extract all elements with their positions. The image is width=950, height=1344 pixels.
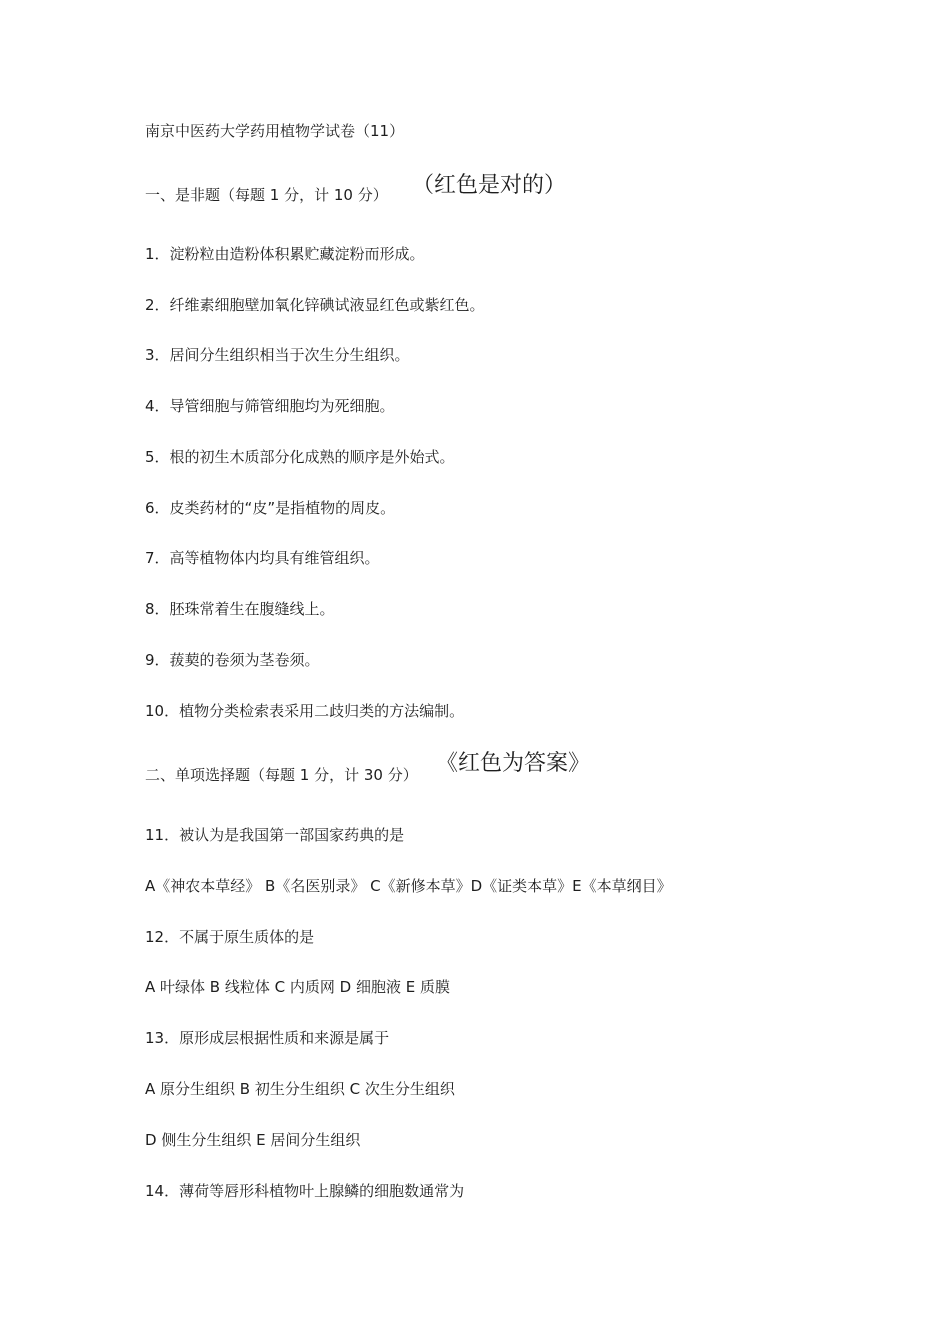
section-1-note: （红色是对的）: [412, 173, 567, 198]
section-2-heading: 二、单项选择题（每题 1 分，计 30 分）: [145, 766, 418, 784]
question-14: 14．薄荷等唇形科植物叶上腺鳞的细胞数通常为: [145, 1182, 465, 1200]
question-13-options-a: A 原分生组织 B 初生分生组织 C 次生分生组织: [145, 1080, 455, 1098]
question-7: 7．高等植物体内均具有维管组织。: [145, 549, 380, 567]
document-title: 南京中医药大学药用植物学试卷（11）: [145, 122, 405, 140]
question-2: 2．纤维素细胞壁加氧化锌碘试液显红色或紫红色。: [145, 296, 485, 314]
question-12-options: A 叶绿体 B 线粒体 C 内质网 D 细胞液 E 质膜: [145, 978, 450, 996]
question-1: 1．淀粉粒由造粉体积累贮藏淀粉而形成。: [145, 245, 425, 263]
question-9: 9．菝葜的卷须为茎卷须。: [145, 651, 320, 669]
question-8: 8．胚珠常着生在腹缝线上。: [145, 600, 335, 618]
question-3: 3．居间分生组织相当于次生分生组织。: [145, 346, 410, 364]
section-2-note: 《红色为答案》: [436, 751, 591, 776]
question-4: 4．导管细胞与筛管细胞均为死细胞。: [145, 397, 395, 415]
question-11-options: A《神农本草经》 B《名医别录》 C《新修本草》D《证类本草》E《本草纲目》: [145, 877, 672, 895]
question-10: 10．植物分类检索表采用二歧归类的方法编制。: [145, 702, 465, 720]
question-13: 13．原形成层根据性质和来源是属于: [145, 1029, 390, 1047]
question-12: 12．不属于原生质体的是: [145, 928, 315, 946]
question-5: 5．根的初生木质部分化成熟的顺序是外始式。: [145, 448, 455, 466]
question-13-options-b: D 侧生分生组织 E 居间分生组织: [145, 1131, 361, 1149]
section-1-heading: 一、是非题（每题 1 分，计 10 分）: [145, 186, 388, 204]
question-11: 11．被认为是我国第一部国家药典的是: [145, 826, 405, 844]
question-6: 6．皮类药材的“皮”是指植物的周皮。: [145, 499, 396, 517]
